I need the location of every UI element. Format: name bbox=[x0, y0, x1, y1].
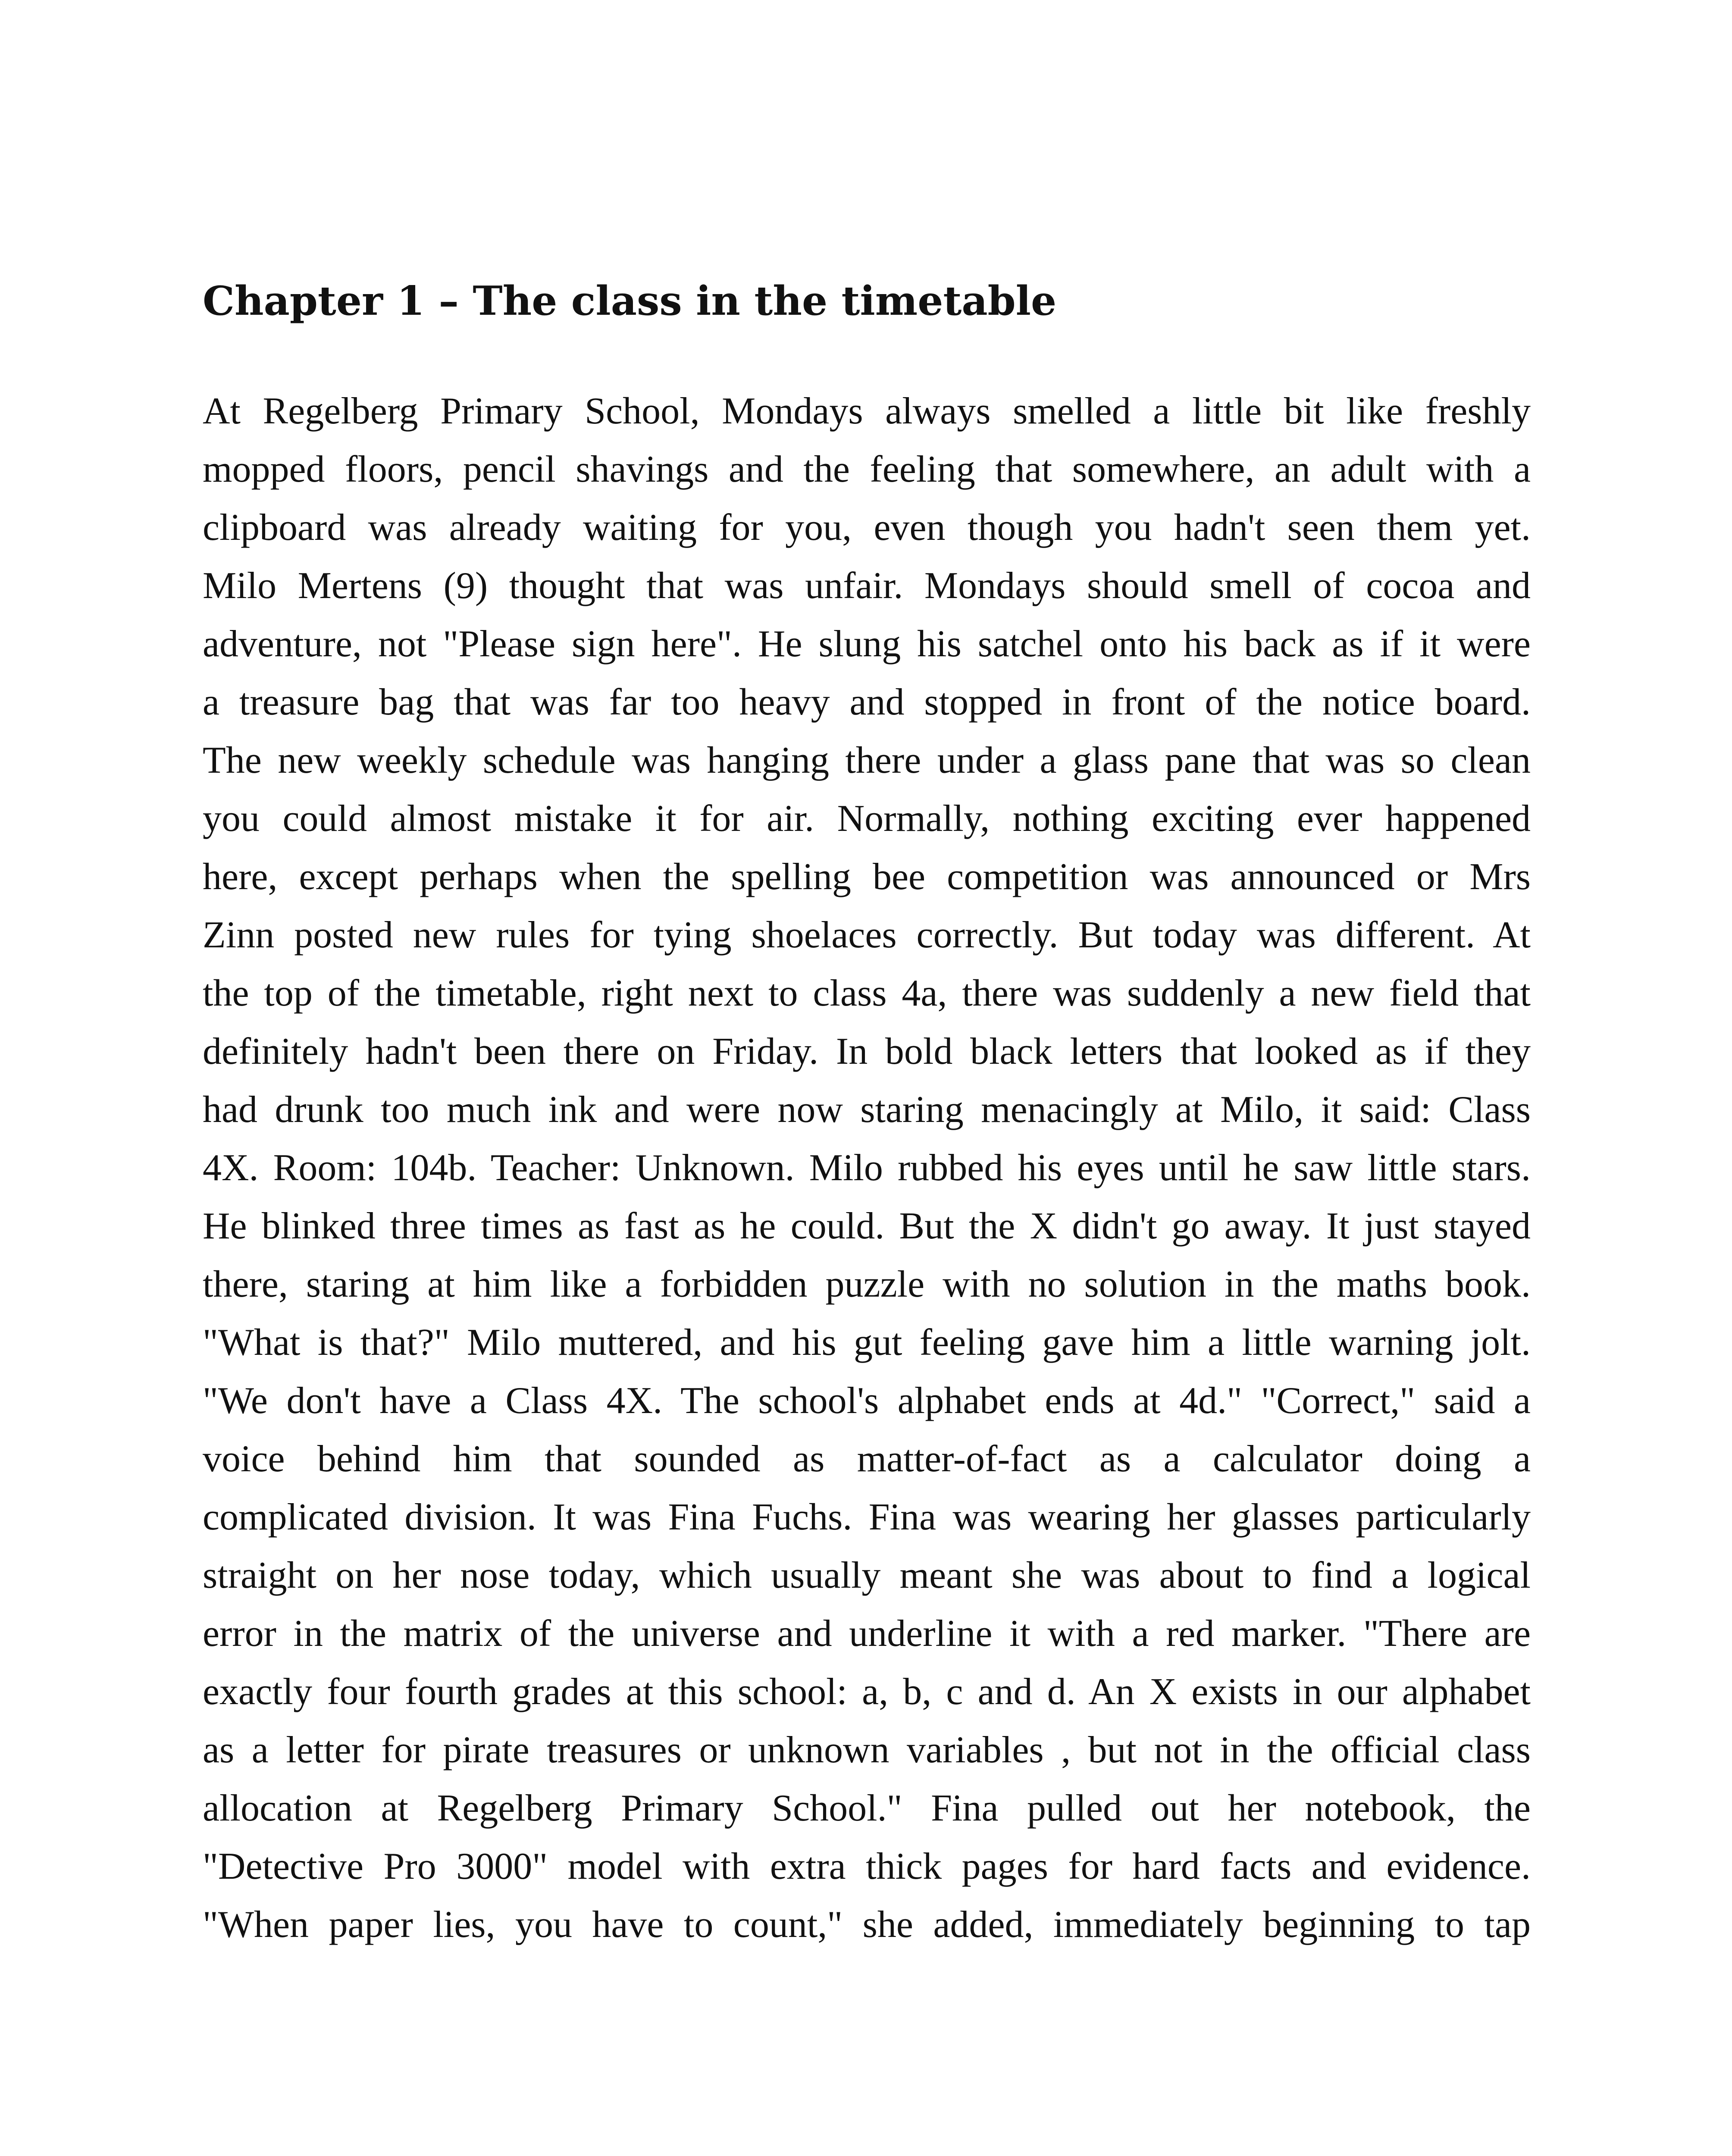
text-line: had drunk too much ink and were now staring menacingly at Milo, it said: Class bbox=[203, 1089, 1531, 1131]
text-line: adventure, not "Please sign here". He slung his satchel onto his back as if it were bbox=[203, 623, 1531, 665]
text-line: complicated division. It was Fina Fuchs. Fina was wearing her glasses particularly bbox=[203, 1496, 1531, 1538]
body-paragraph bbox=[203, 382, 1531, 1954]
text-line: a treasure bag that was far too heavy and stopped in front of the notice board. bbox=[203, 681, 1531, 723]
text-line: allocation at Regelberg Primary School." Fina pulled out her notebook, the bbox=[203, 1787, 1531, 1829]
text-line: "We don't have a Class 4X. The school's alphabet ends at 4d." "Correct," said a bbox=[203, 1380, 1531, 1422]
text-line: as a letter for pirate treasures or unknown variables , but not in the official class bbox=[203, 1729, 1531, 1771]
text-line: straight on her nose today, which usually meant she was about to find a logical bbox=[203, 1554, 1531, 1596]
text-line: the top of the timetable, right next to class 4a, there was suddenly a new field that bbox=[203, 972, 1531, 1014]
text-line: He blinked three times as fast as he could. But the X didn't go away. It just stayed bbox=[203, 1205, 1531, 1247]
text-line: voice behind him that sounded as matter-of-fact as a calculator doing a bbox=[203, 1438, 1531, 1480]
text-line: definitely hadn't been there on Friday. In bold black letters that looked as if they bbox=[203, 1031, 1531, 1072]
text-line: error in the matrix of the universe and underline it with a red marker. "There are bbox=[203, 1613, 1531, 1655]
text-line: you could almost mistake it for air. Normally, nothing exciting ever happened bbox=[203, 798, 1531, 840]
text-line: 4X. Room: 104b. Teacher: Unknown. Milo rubbed his eyes until he saw little stars. bbox=[203, 1147, 1531, 1189]
text-line: there, staring at him like a forbidden puzzle with no solution in the maths book. bbox=[203, 1263, 1531, 1305]
text-line: exactly four fourth grades at this school: a, b, c and d. An X exists in our alphabet bbox=[203, 1671, 1531, 1713]
text-line: The new weekly schedule was hanging there under a glass pane that was so clean bbox=[203, 740, 1531, 781]
text-line: "When paper lies, you have to count," she added, immediately beginning to tap bbox=[203, 1904, 1531, 1946]
text-line: Milo Mertens (9) thought that was unfair. Mondays should smell of cocoa and bbox=[203, 565, 1531, 607]
text-line: mopped floors, pencil shavings and the feeling that somewhere, an adult with a bbox=[203, 448, 1531, 490]
text-line: "Detective Pro 3000" model with extra thick pages for hard facts and evidence. bbox=[203, 1846, 1531, 1887]
text-line: Zinn posted new rules for tying shoelaces correctly. But today was different. At bbox=[203, 914, 1531, 956]
text-line: clipboard was already waiting for you, even though you hadn't seen them yet. bbox=[203, 507, 1531, 548]
chapter-title: Chapter 1 – The class in the timetable bbox=[203, 277, 1057, 324]
text-line: here, except perhaps when the spelling bee competition was announced or Mrs bbox=[203, 856, 1531, 898]
text-line: At Regelberg Primary School, Mondays always smelled a little bit like freshly bbox=[203, 390, 1531, 432]
text-line: "What is that?" Milo muttered, and his gut feeling gave him a little warning jolt. bbox=[203, 1322, 1531, 1363]
